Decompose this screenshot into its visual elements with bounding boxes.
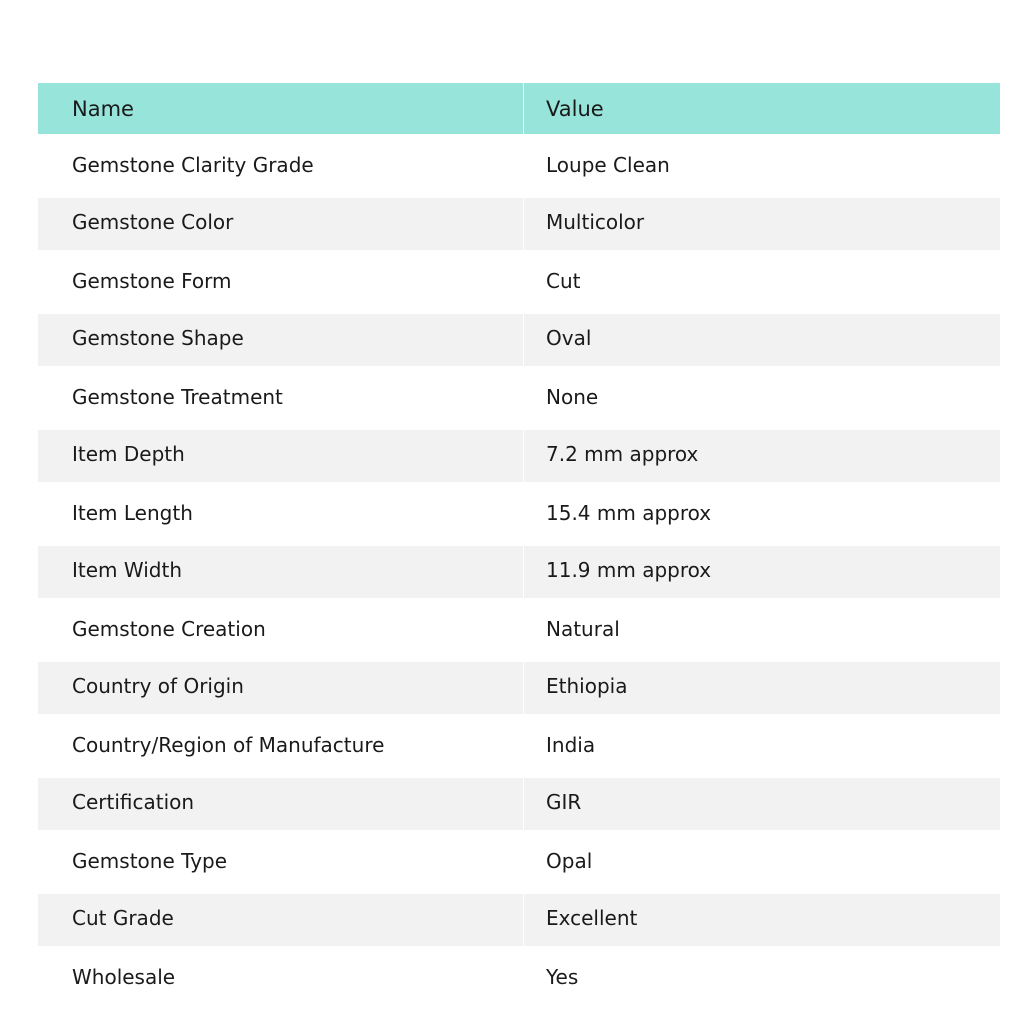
table-row: [38, 894, 1000, 946]
row-name: Item Depth: [38, 430, 524, 482]
row-value: Yes: [546, 965, 579, 989]
row-value: Ethiopia: [546, 674, 628, 698]
table-row: [38, 366, 1000, 430]
row-name: Gemstone Clarity Grade: [38, 134, 524, 198]
spec-table: [38, 83, 1000, 1010]
table-row: [38, 250, 1000, 314]
row-value: Oval: [546, 326, 592, 350]
row-name: Gemstone Creation: [38, 598, 524, 662]
table-row: [38, 482, 1000, 546]
row-name: Item Width: [38, 546, 524, 598]
row-value: 7.2 mm approx: [546, 442, 699, 466]
table-row: [38, 662, 1000, 714]
row-value: Opal: [546, 849, 593, 873]
table-row: [38, 830, 1000, 894]
row-value: GIR: [546, 790, 582, 814]
table-row: [38, 778, 1000, 830]
header-name: Name: [38, 83, 524, 134]
row-name: Gemstone Color: [38, 198, 524, 250]
row-name: Country/Region of Manufacture: [38, 714, 524, 778]
table-row: [38, 430, 1000, 482]
row-name: Certification: [38, 778, 524, 830]
table-header-row: [38, 83, 1000, 134]
row-name: Item Length: [38, 482, 524, 546]
row-value: Excellent: [546, 906, 638, 930]
row-name: Gemstone Shape: [38, 314, 524, 366]
row-value: 11.9 mm approx: [546, 558, 712, 582]
row-value: 15.4 mm approx: [546, 501, 712, 525]
row-name: Country of Origin: [38, 662, 524, 714]
header-value: Value: [546, 96, 604, 121]
table-row: [38, 714, 1000, 778]
row-name: Gemstone Type: [38, 830, 524, 894]
table-row: [38, 598, 1000, 662]
row-name: Cut Grade: [38, 894, 524, 946]
table-row: [38, 946, 1000, 1010]
row-name: Gemstone Treatment: [38, 366, 524, 430]
table-row: [38, 134, 1000, 198]
row-name: Gemstone Form: [38, 250, 524, 314]
row-value: Multicolor: [546, 210, 645, 234]
row-name: Wholesale: [38, 946, 524, 1010]
row-value: Cut: [546, 269, 581, 293]
row-value: India: [546, 733, 596, 757]
row-value: Natural: [546, 617, 620, 641]
table-row: [38, 198, 1000, 250]
row-value: None: [546, 385, 599, 409]
row-value: Loupe Clean: [546, 153, 670, 177]
table-row: [38, 314, 1000, 366]
table-row: [38, 546, 1000, 598]
